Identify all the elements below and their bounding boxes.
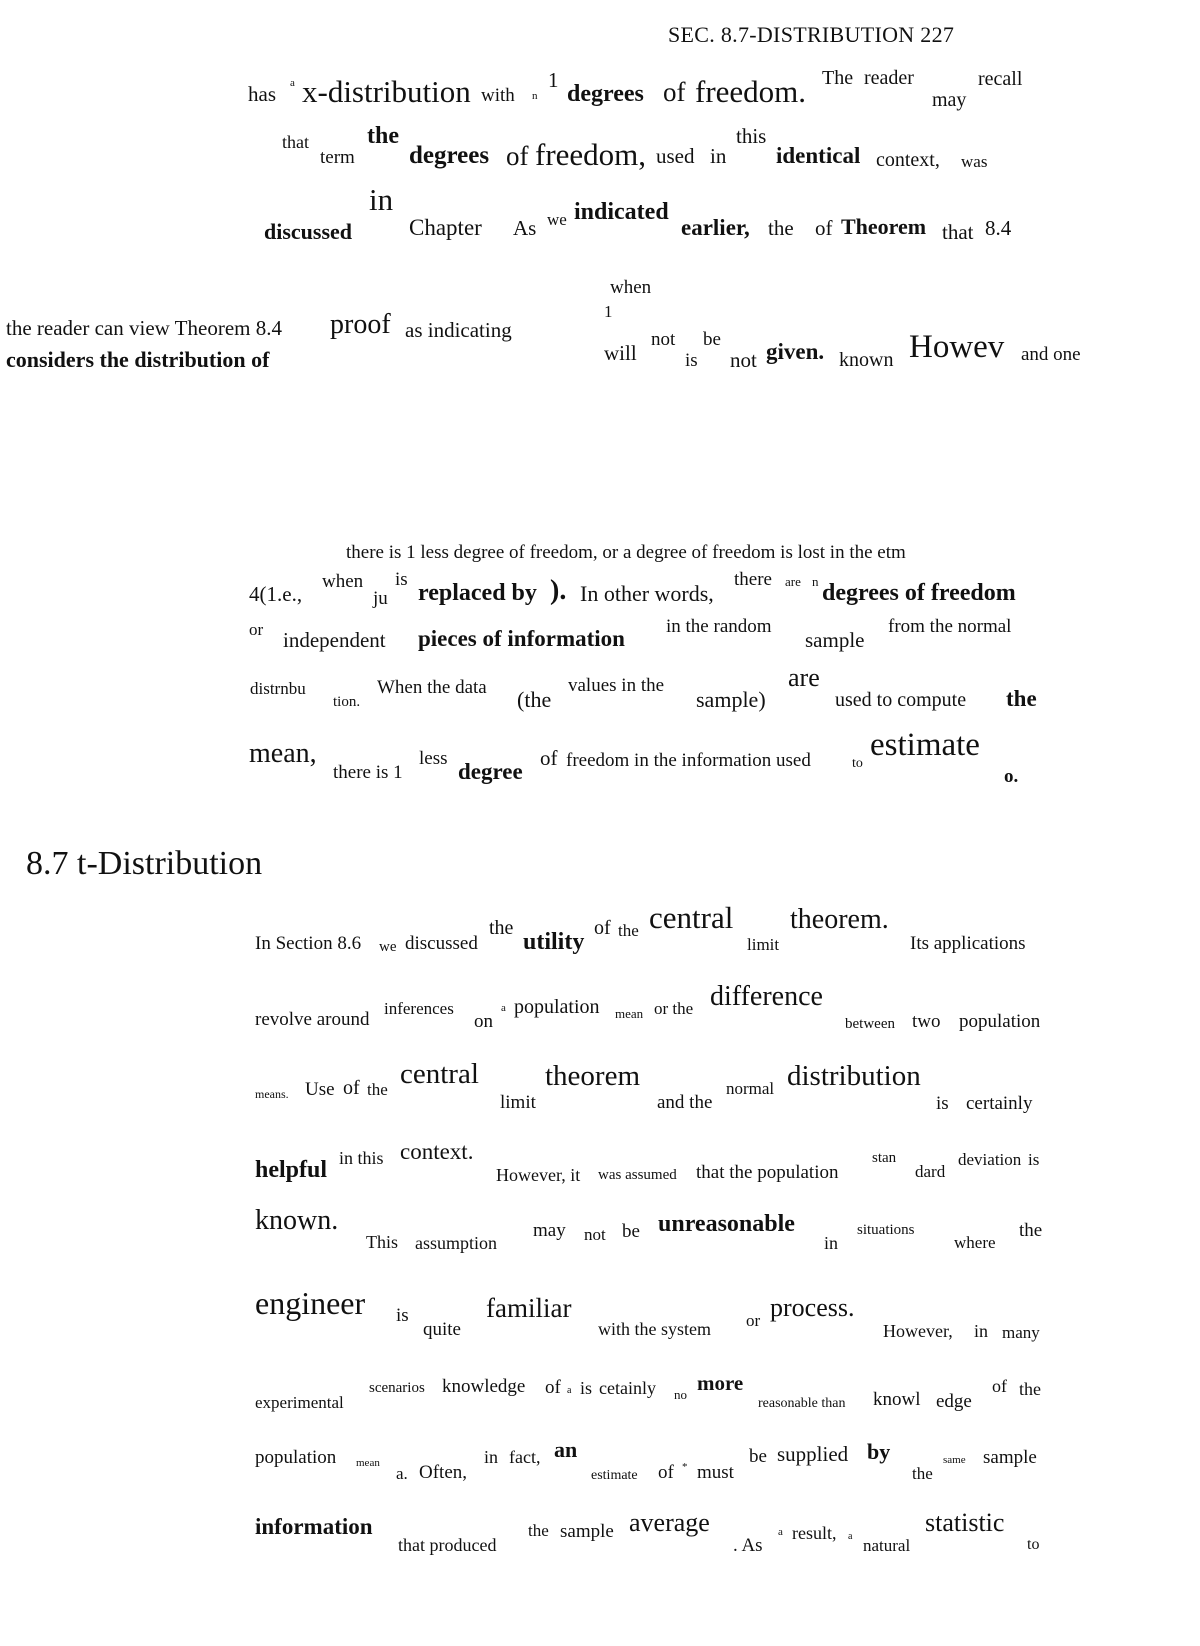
word: information <box>255 1514 373 1539</box>
word: 8.4 <box>985 216 1012 240</box>
word: are <box>785 574 801 589</box>
word: the <box>367 1080 388 1099</box>
word: and one <box>1021 344 1081 365</box>
word: less <box>419 748 448 769</box>
word: fact, <box>509 1447 541 1467</box>
word: a. <box>396 1464 408 1483</box>
word: the <box>1006 686 1037 711</box>
word: theorem <box>545 1060 641 1092</box>
word: the <box>768 216 794 240</box>
word: is <box>685 350 698 371</box>
word: of <box>506 141 529 171</box>
word: in <box>710 144 727 168</box>
word: there is 1 <box>333 762 403 783</box>
word: in <box>484 1447 499 1467</box>
word: This <box>366 1232 399 1252</box>
word: supplied <box>777 1442 849 1466</box>
word: between <box>845 1016 895 1032</box>
word: As <box>513 216 537 240</box>
word: estimate <box>870 727 980 763</box>
word: replaced by <box>418 580 537 606</box>
word: considers the distribution of <box>6 347 270 372</box>
word: The <box>822 67 854 89</box>
word: is <box>1028 1150 1040 1169</box>
word: may <box>533 1220 566 1241</box>
word: that <box>282 132 309 152</box>
word: is <box>396 1305 409 1326</box>
word: an <box>554 1437 578 1462</box>
word: difference <box>710 981 823 1012</box>
word: of <box>658 1462 674 1483</box>
word: pieces of information <box>418 626 625 651</box>
word: central <box>400 1058 479 1090</box>
word: we <box>547 210 567 229</box>
word: proof <box>330 309 391 340</box>
word: that produced <box>398 1535 497 1555</box>
word: many <box>1002 1323 1040 1342</box>
word: knowl <box>873 1389 921 1410</box>
word: result, <box>792 1523 837 1543</box>
word: was assumed <box>598 1167 677 1183</box>
word: of <box>815 216 833 240</box>
word: sample) <box>696 687 766 712</box>
word: when <box>322 571 364 592</box>
word: independent <box>283 628 386 652</box>
word: n <box>532 90 538 102</box>
word: a <box>501 1002 506 1014</box>
word: discussed <box>264 219 353 244</box>
word: In other words, <box>580 581 714 606</box>
word: is <box>936 1093 949 1114</box>
word: be <box>749 1446 767 1467</box>
word: distribution <box>787 1060 921 1092</box>
word: However, it <box>496 1165 581 1185</box>
word: Theorem <box>841 214 927 239</box>
word: the <box>1019 1379 1041 1399</box>
word: deviation <box>958 1150 1022 1169</box>
word: term <box>320 147 355 168</box>
word: with the system <box>598 1319 711 1339</box>
word: as indicating <box>405 318 512 342</box>
word: identical <box>776 143 861 168</box>
word: the reader can view Theorem 8.4 <box>6 316 282 340</box>
word: theorem. <box>790 904 889 935</box>
word: has <box>248 82 276 106</box>
word: may <box>932 89 967 111</box>
word: two <box>912 1011 941 1032</box>
word: in <box>974 1321 989 1341</box>
word: of <box>343 1077 360 1099</box>
word: limit <box>500 1092 536 1113</box>
word: will <box>604 341 637 365</box>
word: on <box>474 1011 493 1032</box>
word: tion. <box>333 694 361 710</box>
word: degrees <box>567 81 644 107</box>
word: * <box>682 1461 688 1473</box>
word: process. <box>770 1293 855 1322</box>
word: experimental <box>255 1393 344 1412</box>
word: earlier, <box>681 215 750 240</box>
word: degrees <box>409 142 490 169</box>
word: not <box>651 329 676 350</box>
word: average <box>629 1508 710 1537</box>
word: normal <box>726 1079 775 1098</box>
word: given. <box>766 339 825 364</box>
word: unreasonable <box>658 1211 795 1237</box>
word: must <box>697 1462 734 1483</box>
word: of <box>545 1377 561 1398</box>
word: the <box>367 123 399 149</box>
word: of <box>594 917 611 939</box>
word: inferences <box>384 999 454 1018</box>
word: certainly <box>966 1093 1033 1114</box>
word: in <box>369 182 394 217</box>
section-heading: 8.7 t-Distribution <box>26 845 263 882</box>
word: Chapter <box>409 215 482 240</box>
word: more <box>697 1371 744 1395</box>
word: the <box>618 921 639 940</box>
word: context. <box>400 1139 474 1164</box>
word: quite <box>423 1319 461 1340</box>
word: the <box>528 1521 549 1540</box>
word: where <box>954 1233 996 1252</box>
running-head: SEC. 8.7-DISTRIBUTION 227 <box>668 22 955 47</box>
word: that the population <box>696 1162 839 1183</box>
word: mean <box>356 1457 380 1469</box>
para2-line-1: there is 1 less degree of freedom, or a degree of freedom is lost in the etm <box>346 542 906 563</box>
word: are <box>788 663 820 692</box>
word: be <box>703 329 721 350</box>
word: population <box>514 996 600 1018</box>
word: of <box>992 1376 1007 1396</box>
word: 1 <box>548 68 559 92</box>
word: central <box>649 900 734 935</box>
word: with <box>481 85 515 106</box>
word: mean, <box>249 738 317 769</box>
word: dard <box>915 1162 946 1181</box>
word: in the random <box>666 616 772 637</box>
word: sample <box>560 1521 614 1542</box>
word: degrees of freedom <box>822 580 1016 606</box>
word: population <box>255 1447 337 1468</box>
word: familiar <box>486 1293 572 1323</box>
word: n <box>812 574 819 589</box>
word: utility <box>523 929 585 955</box>
word: natural <box>863 1536 911 1555</box>
word: is <box>395 569 408 590</box>
word: degree <box>458 759 523 784</box>
word: or the <box>654 999 694 1018</box>
word: is <box>580 1378 593 1398</box>
word: freedom in the information used <box>566 750 811 771</box>
word: sample <box>983 1447 1037 1468</box>
word: mean <box>615 1006 644 1021</box>
word: used to compute <box>835 689 967 711</box>
word: o. <box>1004 766 1019 787</box>
word: situations <box>857 1222 915 1238</box>
word: scenarios <box>369 1380 425 1396</box>
word: assumption <box>415 1233 498 1253</box>
word: no <box>674 1387 687 1402</box>
word: that <box>942 220 974 244</box>
word: freedom, <box>535 137 647 172</box>
word: a <box>567 1385 572 1396</box>
word: by <box>867 1439 891 1464</box>
word: Its applications <box>910 933 1026 954</box>
word: known. <box>255 1205 339 1236</box>
word: Howev <box>909 329 1005 365</box>
word: recall <box>978 68 1023 90</box>
word: distrnbu <box>250 679 306 698</box>
word: there <box>734 569 772 590</box>
word: sample <box>805 628 865 652</box>
word: knowledge <box>442 1376 526 1397</box>
word: cetainly <box>599 1378 656 1398</box>
word: values in the <box>568 675 665 696</box>
word: engineer <box>255 1285 366 1321</box>
word: used <box>656 144 695 168</box>
word: . As <box>733 1535 763 1556</box>
word: a <box>848 1531 853 1542</box>
word: estimate <box>591 1468 638 1483</box>
word: be <box>622 1221 640 1242</box>
word: and the <box>657 1092 713 1113</box>
word: ju <box>373 588 388 609</box>
word: edge <box>936 1391 972 1412</box>
word: indicated <box>574 199 669 225</box>
word: reader <box>864 67 914 89</box>
word: when <box>610 277 652 298</box>
word: Use <box>305 1079 335 1100</box>
word: 1 <box>604 302 613 321</box>
word: When the data <box>377 677 487 698</box>
word: reasonable than <box>758 1396 846 1411</box>
word: Often, <box>419 1462 468 1483</box>
word: means. <box>255 1087 289 1101</box>
word: or <box>746 1311 761 1330</box>
word: this <box>736 124 767 148</box>
word: stan <box>872 1150 897 1166</box>
word: not <box>584 1225 606 1244</box>
word: limit <box>747 935 780 954</box>
word: the <box>1019 1220 1043 1241</box>
word: However, <box>883 1321 953 1341</box>
word: we <box>379 939 397 955</box>
word: discussed <box>405 933 478 954</box>
word: x-distribution <box>302 74 471 109</box>
word: statistic <box>925 1508 1005 1537</box>
word: (the <box>517 687 552 712</box>
word: known <box>839 349 894 371</box>
word: population <box>959 1011 1041 1032</box>
word: not <box>730 348 757 372</box>
word: from the normal <box>888 616 1012 637</box>
word: in this <box>339 1148 384 1168</box>
word: was <box>961 152 988 171</box>
word: to <box>1027 1536 1040 1553</box>
word: the <box>912 1464 933 1483</box>
word: freedom. <box>695 74 807 109</box>
word: of <box>540 746 558 770</box>
word: a <box>778 1526 783 1538</box>
word: same <box>943 1454 966 1466</box>
word: ). <box>550 575 567 606</box>
word: In Section 8.6 <box>255 933 362 954</box>
word: or <box>249 620 264 639</box>
word: the <box>489 917 514 939</box>
word: context, <box>876 149 940 171</box>
word: in <box>824 1233 839 1253</box>
word: 4(1.e., <box>249 582 303 606</box>
word: of <box>663 77 686 107</box>
word: to <box>852 756 863 771</box>
word: a <box>290 77 295 89</box>
word: revolve around <box>255 1009 370 1030</box>
word: helpful <box>255 1157 328 1183</box>
